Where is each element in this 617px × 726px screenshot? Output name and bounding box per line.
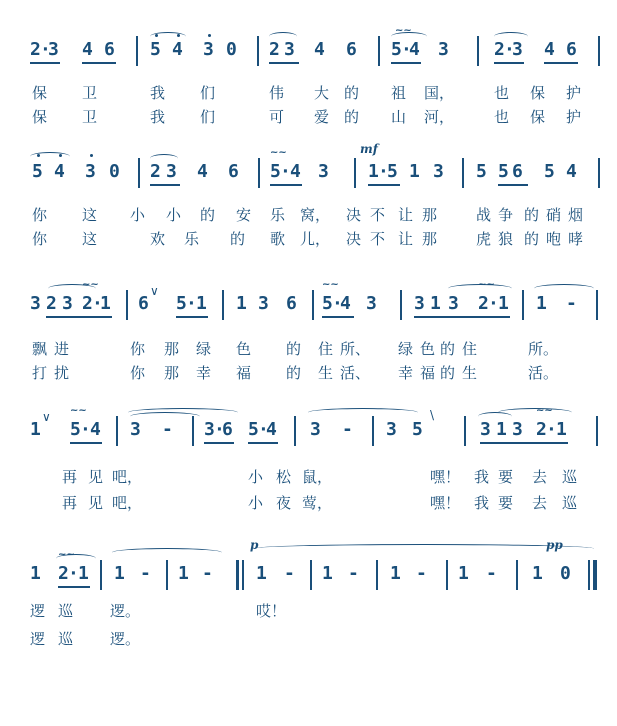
- note: 0: [226, 39, 237, 60]
- barline: [138, 158, 140, 188]
- note: 1: [532, 563, 543, 584]
- slur: [308, 408, 418, 417]
- breath-mark: ∨: [42, 410, 51, 424]
- note: 6: [228, 161, 239, 182]
- dash: -: [342, 419, 353, 440]
- lyric-line-1: 再 见 吧， 小 松 鼠， 嘿！ 我 要 去 巡: [62, 468, 578, 486]
- dot: ·: [80, 419, 91, 440]
- note: 1: [556, 419, 567, 440]
- dynamic-mark: mf: [360, 142, 378, 156]
- underline: [176, 316, 208, 318]
- lyric-line-2: 保 卫 我 们 可 爱 的 山 河， 也 保 护: [32, 108, 582, 126]
- system-5: [0, 540, 617, 655]
- underline: [270, 184, 302, 186]
- slur: [30, 152, 70, 161]
- underline: [150, 184, 180, 186]
- note: 3: [30, 293, 41, 314]
- dot: ·: [214, 419, 225, 440]
- trill-mark: ~~: [322, 279, 339, 290]
- dash: -: [162, 419, 173, 440]
- slur: [56, 554, 96, 563]
- note: 5: [391, 39, 402, 60]
- note: 1: [498, 293, 509, 314]
- note: 6: [346, 39, 357, 60]
- barline: [462, 158, 464, 188]
- note: 6: [512, 161, 523, 182]
- note: 1: [536, 293, 547, 314]
- note: 3: [438, 39, 449, 60]
- barline: [257, 36, 259, 66]
- dot: ·: [40, 39, 51, 60]
- note: 1: [114, 563, 125, 584]
- note: 3: [62, 293, 73, 314]
- breath-mark: ∨: [150, 284, 159, 298]
- note: 0: [560, 563, 571, 584]
- note: 5: [150, 39, 161, 60]
- note: 3: [512, 39, 523, 60]
- system-3: [0, 279, 617, 392]
- final-barline: [593, 560, 597, 590]
- note: 2: [82, 293, 93, 314]
- note: 0: [109, 161, 120, 182]
- barline: [598, 36, 600, 66]
- underline: [30, 62, 60, 64]
- underline: [58, 586, 90, 588]
- note: 5: [498, 161, 509, 182]
- barline: [258, 158, 260, 188]
- dynamic-mark: pp: [546, 538, 563, 552]
- note: 3: [85, 161, 96, 182]
- note: 5: [322, 293, 333, 314]
- slur: [150, 154, 178, 163]
- underline: [46, 316, 112, 318]
- barline: [376, 560, 378, 590]
- barline: [596, 290, 598, 320]
- underline: [322, 316, 354, 318]
- barline: [136, 36, 138, 66]
- note: 2: [46, 293, 57, 314]
- note: 2: [536, 419, 547, 440]
- underline: [70, 442, 102, 444]
- trill-mark: ~~: [82, 279, 99, 290]
- note: 3: [480, 419, 491, 440]
- slur: [498, 405, 572, 417]
- barline: [522, 290, 524, 320]
- repeat-barline: [242, 560, 244, 590]
- note: 1: [322, 563, 333, 584]
- note: 5: [270, 161, 281, 182]
- dot: ·: [488, 293, 499, 314]
- note: 1: [30, 419, 41, 440]
- trill-mark: ~~: [536, 405, 553, 416]
- lyric-line-2: 再 见 吧， 小 夜 莺， 嘿！ 我 要 去 巡: [62, 494, 578, 512]
- dash: -: [348, 563, 359, 584]
- note: 6: [286, 293, 297, 314]
- dash: -: [284, 563, 295, 584]
- note: 6: [566, 39, 577, 60]
- dash: -: [140, 563, 151, 584]
- note: 5: [476, 161, 487, 182]
- dot: ·: [92, 293, 103, 314]
- note: 1: [256, 563, 267, 584]
- note: 3: [130, 419, 141, 440]
- underline: [248, 442, 278, 444]
- repeat-barline: [236, 560, 239, 590]
- note: 2: [494, 39, 505, 60]
- note: 4: [82, 39, 93, 60]
- dot: ·: [378, 161, 389, 182]
- underline: [269, 62, 299, 64]
- note: 2: [58, 563, 69, 584]
- system-4: [0, 405, 617, 518]
- note: 5: [412, 419, 423, 440]
- staccato-mark: [177, 34, 180, 37]
- note: 1: [368, 161, 379, 182]
- barline: [116, 416, 118, 446]
- note: 4: [340, 293, 351, 314]
- lyric-line-1: 保 卫 我 们 伟 大 的 祖 国， 也 保 护: [32, 84, 582, 102]
- barline: [126, 290, 128, 320]
- slur: [494, 32, 528, 41]
- note: 1: [78, 563, 89, 584]
- dot: ·: [186, 293, 197, 314]
- note: 3: [166, 161, 177, 182]
- note: 1: [236, 293, 247, 314]
- note: 6: [104, 39, 115, 60]
- note: 3: [284, 39, 295, 60]
- dot: ·: [280, 161, 291, 182]
- underline: [368, 184, 400, 186]
- trill-mark: ~~: [270, 147, 287, 158]
- lyric-line-2: 你 这 欢 乐 的 歌 儿， 决 不 让 那 虎 狼 的 咆 哮: [32, 230, 584, 248]
- lyric-line-2: 逻 巡 逻。: [30, 630, 141, 648]
- note: 4: [409, 39, 420, 60]
- barline: [464, 416, 466, 446]
- note: 3: [448, 293, 459, 314]
- note: 3: [48, 39, 59, 60]
- dot: ·: [332, 293, 343, 314]
- barline: [378, 36, 380, 66]
- note: 3: [318, 161, 329, 182]
- note: 5: [176, 293, 187, 314]
- dash: -: [416, 563, 427, 584]
- dash: -: [566, 293, 577, 314]
- barline: [446, 560, 448, 590]
- note: 5: [70, 419, 81, 440]
- trill-mark: ~~: [395, 25, 412, 36]
- note: 5: [248, 419, 259, 440]
- note: 1: [30, 563, 41, 584]
- note: 3: [386, 419, 397, 440]
- trill-mark: ~~: [478, 279, 495, 290]
- staccato-mark: [208, 34, 211, 37]
- dot: ·: [401, 39, 412, 60]
- note: 4: [544, 39, 555, 60]
- lyric-line-1: 飘 进 你 那 绿 色 的 住 所、 绿 色 的 住 所。: [32, 340, 559, 358]
- note: 3: [512, 419, 523, 440]
- barline: [354, 158, 356, 188]
- note: 1: [430, 293, 441, 314]
- note: 5: [32, 161, 43, 182]
- underline: [204, 442, 234, 444]
- slur: [254, 544, 594, 553]
- dynamic-mark: p: [250, 538, 259, 552]
- dot: ·: [258, 419, 269, 440]
- note: 4: [197, 161, 208, 182]
- system-2: [0, 142, 617, 260]
- underline: [544, 62, 578, 64]
- barline: [372, 416, 374, 446]
- note: 4: [566, 161, 577, 182]
- note: 4: [266, 419, 277, 440]
- barline: [222, 290, 224, 320]
- note: 6: [138, 293, 149, 314]
- barline: [166, 560, 168, 590]
- lyric-line-1: 你 这 小 小 的 安 乐 窝， 决 不 让 那 战 争 的 硝 烟: [32, 206, 584, 224]
- note: 3: [414, 293, 425, 314]
- note: 3: [310, 419, 321, 440]
- lyric-line-1: 逻 巡 逻。 哎！: [30, 602, 287, 620]
- underline: [82, 62, 116, 64]
- trill-mark: ~~: [58, 549, 75, 560]
- note: 4: [90, 419, 101, 440]
- lyric-line-2: 打 扰 你 那 幸 福 的 生 活、 幸 福 的 生 活。: [32, 364, 559, 382]
- note: 1: [178, 563, 189, 584]
- slur: [112, 548, 222, 557]
- barline: [598, 158, 600, 188]
- barline: [294, 416, 296, 446]
- note: 1: [390, 563, 401, 584]
- barline: [477, 36, 479, 66]
- note: 1: [409, 161, 420, 182]
- final-barline: [588, 560, 590, 590]
- dash: -: [486, 563, 497, 584]
- note: 3: [366, 293, 377, 314]
- note: 2: [478, 293, 489, 314]
- note: 2: [150, 161, 161, 182]
- dash: -: [202, 563, 213, 584]
- trill-mark: ~~: [70, 405, 87, 416]
- note: 2: [30, 39, 41, 60]
- note: 3: [204, 419, 215, 440]
- note: 1: [196, 293, 207, 314]
- barline: [312, 290, 314, 320]
- dot: ·: [504, 39, 515, 60]
- note: 5: [544, 161, 555, 182]
- dot: ·: [546, 419, 557, 440]
- underline: [391, 62, 421, 64]
- dot: ·: [68, 563, 79, 584]
- slur: [269, 32, 297, 41]
- underline: [414, 316, 510, 318]
- note: 1: [458, 563, 469, 584]
- note: 6: [222, 419, 233, 440]
- breath-mark: \: [430, 408, 435, 422]
- note: 3: [203, 39, 214, 60]
- note: 1: [496, 419, 507, 440]
- underline: [498, 184, 528, 186]
- note: 3: [433, 161, 444, 182]
- system-1: [0, 25, 617, 130]
- note: 4: [314, 39, 325, 60]
- barline: [400, 290, 402, 320]
- underline: [480, 442, 568, 444]
- underline: [494, 62, 524, 64]
- staccato-mark: [155, 34, 158, 37]
- note: 5: [387, 161, 398, 182]
- note: 1: [100, 293, 111, 314]
- note: 4: [54, 161, 65, 182]
- note: 2: [269, 39, 280, 60]
- barline: [516, 560, 518, 590]
- note: 3: [258, 293, 269, 314]
- barline: [596, 416, 598, 446]
- note: 4: [290, 161, 301, 182]
- barline: [192, 416, 194, 446]
- note: 4: [172, 39, 183, 60]
- slur: [534, 284, 594, 293]
- barline: [100, 560, 102, 590]
- barline: [310, 560, 312, 590]
- staccato-mark: [90, 154, 93, 157]
